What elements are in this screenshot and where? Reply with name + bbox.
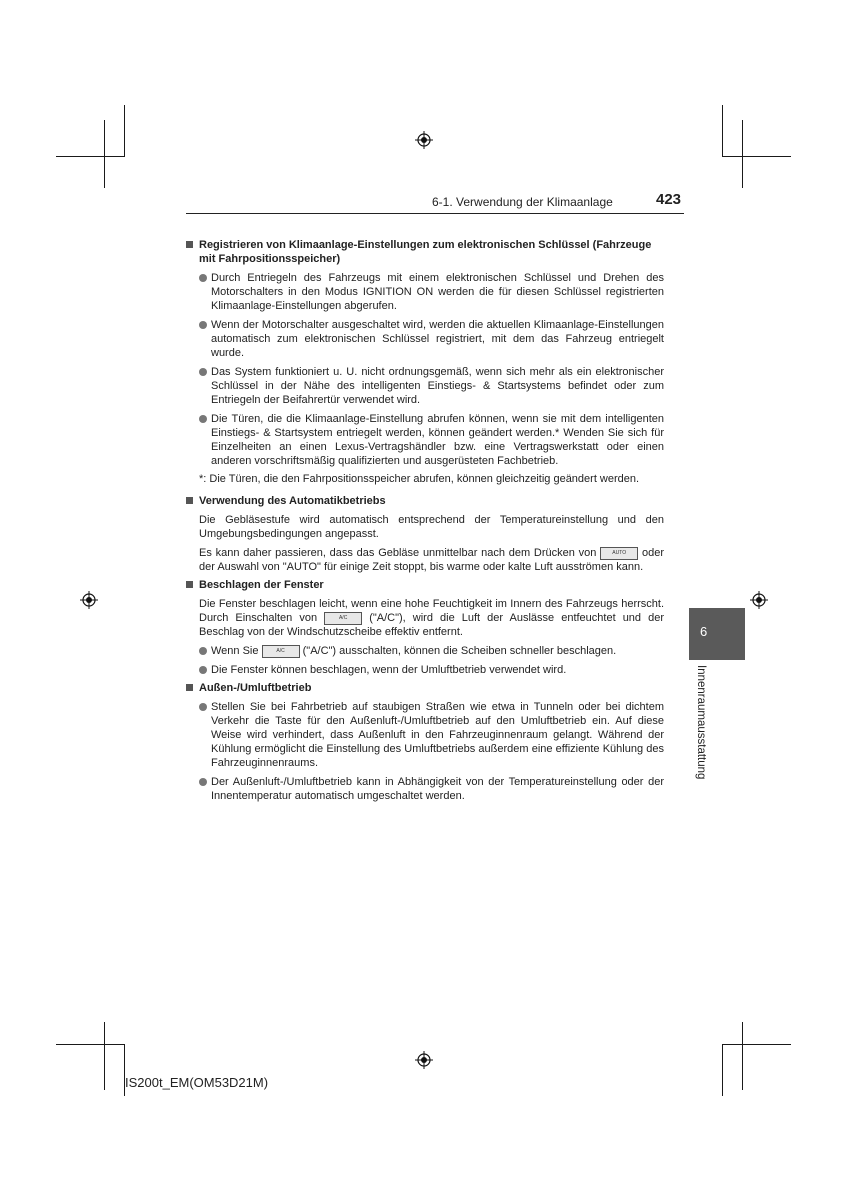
section-heading: Beschlagen der Fenster xyxy=(186,578,664,592)
list-item: Wenn der Motorschalter ausgeschaltet wird, werden die aktuellen Klimaanlage-Einstellungen automatisch zum elektronischen Schlüssel registriert, mit dem das Fahrzeug entriegelt wurde. xyxy=(186,318,664,360)
round-bullet-icon xyxy=(199,703,207,711)
crop-mark xyxy=(56,1044,124,1045)
round-bullet-icon xyxy=(199,647,207,655)
chapter-tab xyxy=(689,608,745,660)
crop-mark xyxy=(723,1044,791,1045)
registration-mark-icon xyxy=(415,131,433,149)
round-bullet-icon xyxy=(199,274,207,282)
page-number: 423 xyxy=(656,191,682,208)
ac-button-icon: A/C xyxy=(262,645,300,658)
registration-mark-icon xyxy=(80,591,98,609)
list-item: Durch Entriegeln des Fahrzeugs mit einem elektronischen Schlüssel und Drehen des Motorschalters in den Modus IGNITION ON werden die für diesen Schlüssel registrierten Klimaanlage-Einstellungen abgerufen. xyxy=(186,271,664,313)
chapter-number: 6 xyxy=(700,624,708,639)
chapter-label: Innenraumausstattung xyxy=(695,665,707,780)
square-bullet-icon xyxy=(186,497,193,504)
paragraph: Die Gebläsestufe wird automatisch entsprechend der Temperatureinstellung und den Umgebungsbedingungen angepasst. xyxy=(199,514,664,540)
paragraph: Es kann daher passieren, dass das Gebläse unmittelbar nach dem Drücken von AUTO oder der Auswahl von "AUTO" für einige Zeit stoppt, bis warme oder kalte Luft ausströmen kann. xyxy=(199,547,664,573)
crop-mark xyxy=(722,105,723,157)
list-item: Wenn Sie A/C ("A/C") ausschalten, können die Scheiben schneller beschlagen. xyxy=(186,644,664,658)
round-bullet-icon xyxy=(199,368,207,376)
section-heading: Außen-/Umluftbetrieb xyxy=(186,681,664,695)
crop-mark xyxy=(104,120,105,188)
list-item: Das System funktioniert u. U. nicht ordnungsgemäß, wenn sich mehr als ein elektronischer Schlüssel in der Nähe des intelligenten Einstiegs- & Startsystems befindet oder zum Entriegeln der Beifahrertür verwendet wird. xyxy=(186,365,664,407)
crop-mark xyxy=(124,105,125,157)
crop-mark xyxy=(742,1022,743,1090)
crop-mark xyxy=(722,1044,723,1096)
section-heading: Registrieren von Klimaanlage-Einstellungen zum elektronischen Schlüssel (Fahrzeuge mit Fahrpositionsspeicher) xyxy=(186,238,664,266)
round-bullet-icon xyxy=(199,321,207,329)
paragraph: Die Fenster beschlagen leicht, wenn eine hohe Feuchtigkeit im Innern des Fahrzeugs herrscht. Durch Einschalten von A/C ("A/C"), wird die Luft der Auslässe entfeuchtet und der Beschlag von der Windschutzscheibe effektiv entfernt. xyxy=(199,598,665,638)
crop-mark xyxy=(56,156,124,157)
crop-mark xyxy=(104,1022,105,1090)
list-item: Die Türen, die die Klimaanlage-Einstellung abrufen können, wenn sie mit dem intelligenten Einstiegs- & Startsystem entriegelt werden, können geändert werden.* Wenden Sie sich für Einzelheiten an einen Lexus-Vertragshändler bzw. eine Vertragswerkstatt oder einen anderen vorschriftsmäßig qualifizierten und ausgerüsteten Fachbetrieb. xyxy=(186,412,664,468)
square-bullet-icon xyxy=(186,684,193,691)
square-bullet-icon xyxy=(186,241,193,248)
ac-button-icon: A/C xyxy=(324,612,362,625)
main-content xyxy=(186,238,664,803)
header-rule xyxy=(186,213,684,214)
section-title: 6-1. Verwendung der Klimaanlage xyxy=(432,195,613,209)
registration-mark-icon xyxy=(750,591,768,609)
auto-button-icon: AUTO xyxy=(600,547,638,560)
list-item: Stellen Sie bei Fahrbetrieb auf staubigen Straßen wie etwa in Tunneln oder bei dichtem Verkehr die Taste für den Außenluft-/Umluftbetrieb auf den Umluftbetrieb ein. Auf diese Weise wird verhindert, dass Außenluft in den Fahrzeuginnenraum gelangt. Während der Kühlung ermöglicht die Einstellung des Umluftbetriebs außerdem eine effiziente Kühlung des Fahrzeuginnenraums. xyxy=(186,700,664,770)
document-code: IS200t_EM(OM53D21M) xyxy=(125,1075,269,1090)
list-item: Die Fenster können beschlagen, wenn der Umluftbetrieb verwendet wird. xyxy=(186,663,664,677)
square-bullet-icon xyxy=(186,581,193,588)
round-bullet-icon xyxy=(199,778,207,786)
footnote: *: Die Türen, die den Fahrpositionsspeicher abrufen, können gleichzeitig geändert werden. xyxy=(199,473,640,485)
round-bullet-icon xyxy=(199,666,207,674)
crop-mark xyxy=(742,120,743,188)
round-bullet-icon xyxy=(199,415,207,423)
crop-mark xyxy=(723,156,791,157)
section-heading: Verwendung des Automatikbetriebs xyxy=(186,494,664,508)
registration-mark-icon xyxy=(415,1051,433,1069)
list-item: Der Außenluft-/Umluftbetrieb kann in Abhängigkeit von der Temperatureinstellung oder der Innentemperatur automatisch umgeschaltet werden. xyxy=(186,775,664,803)
